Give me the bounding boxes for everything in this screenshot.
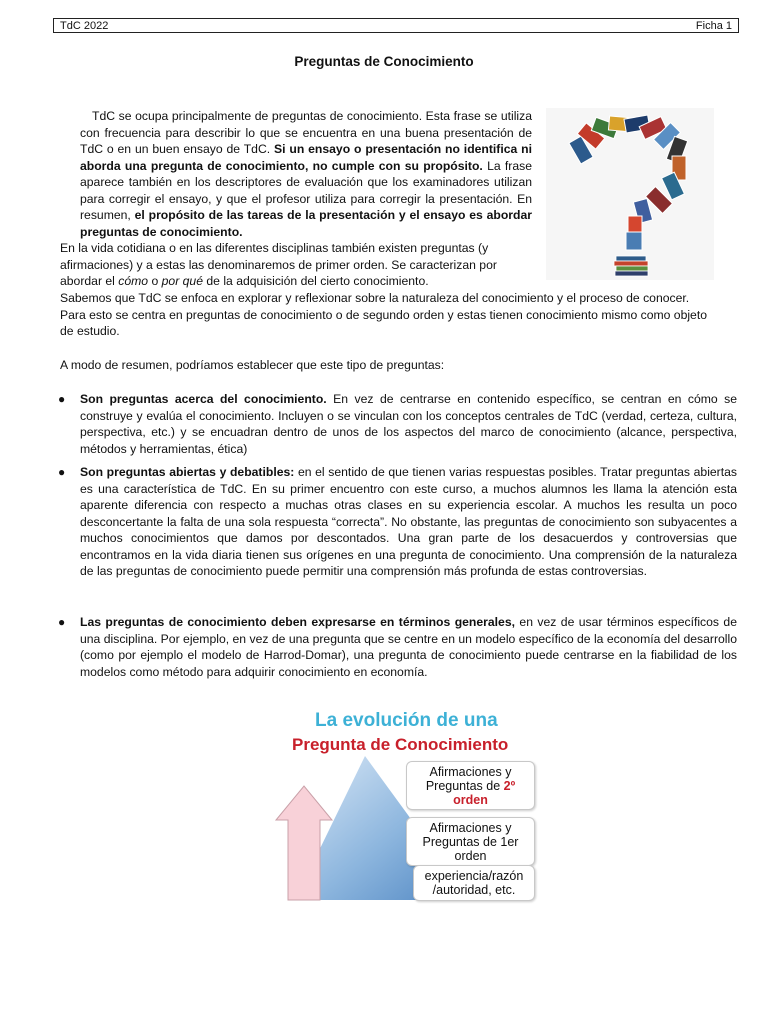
summary-intro: A modo de resumen, podríamos establecer que este tipo de preguntas:	[60, 358, 445, 372]
page-title: Preguntas de Conocimiento	[294, 54, 474, 69]
evolution-diagram	[270, 704, 550, 904]
header-sheet-number: Ficha 1	[695, 20, 732, 32]
first-order-box: Afirmaciones y Preguntas de 1er orden	[406, 817, 535, 866]
sources-box: experiencia/razón /autoridad, etc.	[413, 865, 535, 901]
list-item: ● Son preguntas acerca del conocimiento. En vez de centrarse en contenido específico, se centran en cómo se construye y evalúa el conocimiento. Incluyen o se vinculan con los conceptos centrales de TdC (verdad, certeza, cultura, perspectiva, etc.) y se encuadran dentro de unos de los aspectos del marco de conocimiento (alcance, perspectiva, métodos y herramientas, ética)	[58, 392, 737, 456]
diagram-title-line2: Pregunta de Conocimiento	[292, 735, 509, 754]
second-order-paragraph: Sabemos que TdC se enfoca en explorar y reflexionar sobre la naturaleza del conocimiento y el proceso de conocer. Para esto se centra en preguntas de conocimiento o de segundo orden y estas tienen conocimiento mismo como objeto de estudio.	[60, 291, 708, 338]
header-course: TdC 2022	[60, 20, 109, 32]
question-mark-books-image	[546, 108, 714, 280]
diagram-title-line1: La evolución de una	[315, 710, 498, 731]
list-item: ● Son preguntas abiertas y debatibles: en el sentido de que tienen varias respuestas posibles. Tratar preguntas abiertas es una característica de TdC. En su primer encuentro con este curso, a muchos alumnos les llama la atención esta aparente diferencia con respecto a muchas otras clases en su experiencia escolar. A muchos les resulta un poco desconcertante la falta de una sola respuesta “correcta”. No obstante, las preguntas de conocimiento son subyacentes a muchos conocimientos que damos por descontados. Una gran parte de los desacuerdos y controversias que encontramos en la vida diaria tienen sus orígenes en una pregunta de conocimiento. Una comprensión de la naturaleza de las preguntas de conocimiento puede permitir una comprensión más profunda de estas controversias.	[58, 465, 737, 578]
list-item: ● Las preguntas de conocimiento deben expresarse en términos generales, en vez de usar términos específicos de una disciplina. Por ejemplo, en vez de una pregunta que se centre en un modelo específico de la economía del desarrollo (como por ejemplo el modelo de Harrod-Domar), una pregunta de conocimiento puede centrarse en la fiabilidad de los modelos como método para adquirir conocimiento en economía.	[58, 615, 737, 679]
first-order-paragraph: En la vida cotidiana o en las diferentes disciplinas también existen preguntas (y afirmaciones) y a estas las denominaremos de primer orden. Se caracterizan por abordar el cómo o por qué de la adquisición del cierto conocimiento.	[60, 241, 497, 288]
intro-paragraph: TdC se ocupa principalmente de preguntas de conocimiento. Esta frase se utiliza con frecuencia para describir lo que se encuentra en una buena presentación de TdC o en un buen ensayo de TdC. Si un ensayo o presentación no identifica ni aborda una pregunta de conocimiento, no cumple con su propósito. La frase aparece también en los descriptores de evaluación que los examinadores utilizan para corregir el ensayo, y que el profesor utiliza para corregir la presentación. En resumen, el propósito de las tareas de la presentación y el ensayo es abordar preguntas de conocimiento.	[80, 109, 533, 239]
second-order-box: Afirmaciones y Preguntas de 2º orden	[406, 761, 535, 810]
page-header	[53, 18, 739, 33]
